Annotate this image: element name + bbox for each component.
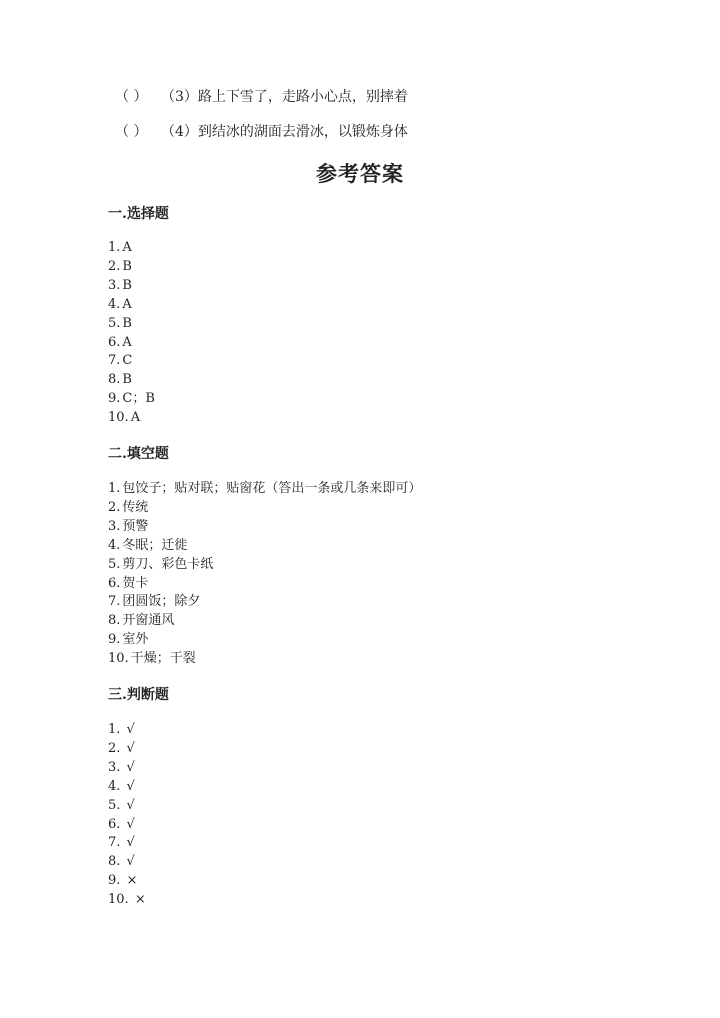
answer-value: × (126, 873, 138, 889)
answer-value: 开窗通风 (122, 613, 175, 629)
list-item (108, 334, 155, 353)
answer-value: 冬眠；迁徙 (122, 537, 188, 553)
list-item (108, 650, 421, 669)
answer-number: 7. (108, 353, 121, 369)
answer-number: 2. (108, 499, 121, 515)
answer-number: 3. (108, 759, 121, 775)
list-item (108, 296, 155, 315)
answer-number: 7. (108, 835, 121, 851)
answer-number: 2. (108, 740, 121, 756)
answer-value: B (122, 258, 132, 274)
answer-number: 4. (108, 778, 121, 794)
answer-number: 9. (108, 391, 121, 407)
list-item (108, 258, 155, 277)
answer-number: 5. (108, 556, 121, 572)
answer-value: √ (126, 835, 135, 851)
list-item (108, 853, 146, 872)
answer-number: 1. (108, 481, 121, 496)
answer-number: 5. (108, 797, 121, 813)
list-item (108, 797, 146, 816)
list-item (108, 891, 146, 910)
list-item (108, 834, 146, 853)
list-item (108, 480, 421, 499)
list-item (108, 612, 421, 631)
answer-blank: （ ） (115, 89, 148, 105)
list-item (108, 409, 155, 428)
answer-value: × (134, 892, 146, 908)
answer-value: 传统 (122, 499, 149, 515)
answer-key-title: 参考答案 (316, 161, 404, 186)
judge-question-4 (115, 123, 408, 141)
answer-number: 4. (108, 296, 121, 312)
judge-question-3 (115, 88, 408, 106)
answer-number: 8. (108, 372, 121, 388)
answer-list-choice (108, 239, 155, 428)
answer-number: 10. (108, 410, 129, 426)
answer-value: A (122, 296, 132, 312)
list-item (108, 277, 155, 296)
answer-number: 2. (108, 258, 121, 274)
answer-value: B (122, 315, 132, 331)
list-item (108, 499, 421, 518)
answer-value: 干燥；干裂 (130, 651, 196, 667)
answer-value: 剪刀、彩色卡纸 (122, 556, 214, 572)
answer-value: A (122, 334, 132, 350)
answer-number: 10. (108, 651, 129, 667)
answer-value: B (122, 372, 132, 388)
answer-number: 10. (108, 892, 129, 908)
answer-number: 9. (108, 873, 121, 889)
list-item (108, 816, 146, 835)
answer-value: 预警 (122, 518, 149, 534)
answer-value: √ (126, 816, 135, 832)
list-item (108, 721, 146, 740)
answer-number: 1. (108, 722, 121, 737)
list-item (108, 593, 421, 612)
list-item (108, 556, 421, 575)
answer-value: 团圆饭；除夕 (122, 594, 201, 610)
answer-number: 6. (108, 575, 121, 591)
section-heading-choice: 一.选择题 (108, 206, 169, 222)
answer-value: C；B (122, 391, 155, 407)
answer-blank: （ ） (115, 124, 148, 140)
list-item (108, 239, 155, 258)
answer-number: 6. (108, 816, 121, 832)
answer-number: 3. (108, 518, 121, 534)
list-item (108, 352, 155, 371)
list-item (108, 518, 421, 537)
section-heading-true-false: 三.判断题 (108, 687, 169, 703)
list-item (108, 390, 155, 409)
answer-value: √ (126, 740, 135, 756)
question-text: （3）路上下雪了，走路小心点，别摔着 (161, 89, 408, 105)
list-item (108, 740, 146, 759)
answer-value: B (122, 277, 132, 293)
list-item (108, 872, 146, 891)
answer-value: 包饺子；贴对联；贴窗花（答出一条或几条来即可） (122, 481, 422, 496)
answer-value: √ (126, 759, 135, 775)
answer-value: √ (126, 797, 135, 813)
list-item (108, 315, 155, 334)
answer-number: 7. (108, 594, 121, 610)
list-item (108, 371, 155, 390)
question-text: （4）到结冰的湖面去滑冰，以锻炼身体 (161, 124, 408, 140)
answer-number: 1. (108, 240, 121, 255)
answer-number: 8. (108, 854, 121, 870)
list-item (108, 575, 421, 594)
section-heading-fill-in: 二.填空题 (108, 446, 169, 462)
answer-value: A (130, 410, 141, 426)
answer-list-true-false (108, 721, 146, 910)
list-item (108, 537, 421, 556)
answer-value: A (122, 240, 132, 255)
list-item (108, 778, 146, 797)
answer-number: 9. (108, 632, 121, 648)
answer-value: C (122, 353, 133, 369)
answer-number: 4. (108, 537, 121, 553)
answer-value: √ (126, 722, 135, 737)
answer-value: 贺卡 (122, 575, 149, 591)
answer-number: 3. (108, 277, 121, 293)
answer-value: √ (126, 854, 135, 870)
list-item (108, 631, 421, 650)
answer-value: 室外 (122, 632, 149, 648)
list-item (108, 759, 146, 778)
answer-number: 5. (108, 315, 121, 331)
answer-list-fill-in (108, 480, 421, 669)
answer-value: √ (126, 778, 135, 794)
answer-number: 8. (108, 613, 121, 629)
answer-number: 6. (108, 334, 121, 350)
